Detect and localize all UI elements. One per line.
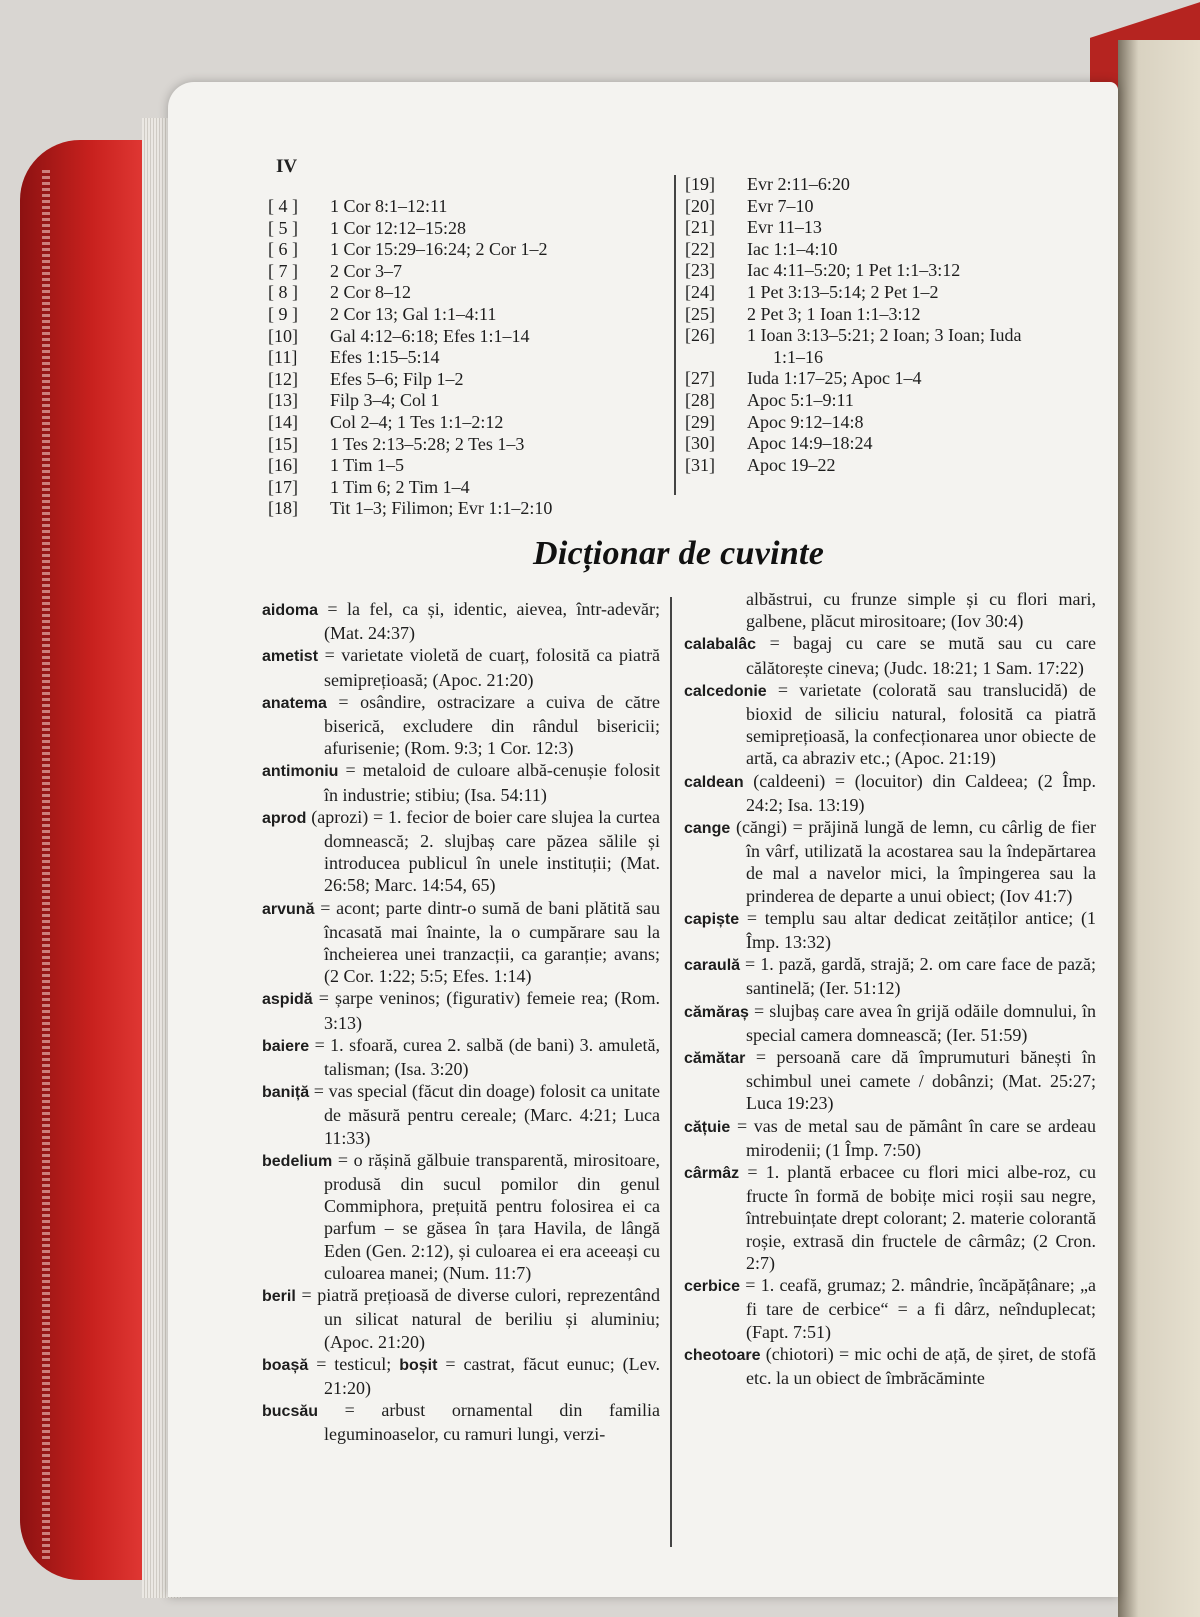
reading-row	[685, 304, 1021, 326]
reading-text: Evr 2:11–6:20	[747, 174, 850, 194]
reading-continuation: 1:1–16	[773, 346, 824, 367]
headword: calcedonie	[684, 682, 767, 700]
reading-index: [23]	[685, 260, 715, 281]
reading-text: Efes 5–6; Filp 1–2	[330, 368, 464, 389]
headword: calabalâc	[684, 636, 757, 654]
dictionary-entry	[262, 691, 660, 760]
reading-plan-left	[268, 196, 552, 520]
reading-index: [25]	[685, 303, 715, 324]
dictionary-entry	[684, 1161, 1096, 1274]
definition: = vas de metal sau de pământ în care se ardeau mirodenii; (1 Împ. 7:50)	[730, 1115, 1096, 1160]
reading-index: [22]	[685, 238, 715, 259]
headword: anatema	[262, 694, 327, 712]
reading-index: [ 8 ]	[268, 282, 298, 303]
reading-row	[685, 260, 1021, 282]
reading-row	[268, 455, 552, 477]
reading-row	[268, 261, 552, 283]
headword: aprod	[262, 809, 307, 827]
reading-index: [27]	[685, 368, 715, 389]
definition: = templu sau altar dedicat zeităților antice; (1 Împ. 13:32)	[739, 907, 1096, 953]
reading-row	[268, 390, 552, 412]
reading-text: Iac 4:11–5:20; 1 Pet 1:1–3:12	[747, 260, 961, 281]
reading-text: Gal 4:12–6:18; Efes 1:1–14	[330, 325, 530, 346]
reading-row	[268, 347, 552, 369]
column-divider-top	[674, 175, 676, 495]
definition: (aprozi) = 1. fecior de boier care slujea la curtea domnească; 2. slujbaș care păzea sălile și introducea publicul în unele instituții; (Mat. 26:58; Marc. 14:54, 65)	[306, 806, 660, 896]
reading-row	[268, 369, 552, 391]
definition: = varietate (colorată sau translucidă) de bioxid de siliciu natural, folosită ca piatră semiprețioasă, la confecționarea unor obiecte de artă, ca abraziv etc.; (Apoc. 21:19)	[746, 679, 1096, 769]
definition: = castrat, făcut eunuc; (Lev. 21:20)	[324, 1353, 660, 1398]
reading-index: [21]	[685, 217, 715, 238]
page-number: IV	[276, 156, 298, 177]
reading-text: 1 Cor 15:29–16:24; 2 Cor 1–2	[330, 239, 548, 260]
reading-row	[268, 326, 552, 348]
dictionary-entry	[262, 1034, 660, 1080]
definition: = la fel, ca și, identic, aievea, într-adevăr; (Mat. 24:37)	[318, 599, 660, 644]
reading-index: [31]	[685, 454, 715, 475]
headword: beril	[262, 1288, 296, 1306]
reading-row	[685, 433, 1021, 455]
definition: = osândire, ostracizare a cuiva de către biserică, excludere din rândul bisericii; afurisenie; (Rom. 9:3; 1 Cor. 12:3)	[324, 691, 660, 759]
definition: = arbust ornamental din familia leguminoaselor, cu ramuri lungi, verzi-	[318, 1400, 660, 1445]
reading-text: Tit 1–3; Filimon; Evr 1:1–2:10	[330, 498, 553, 519]
reading-index: [20]	[685, 195, 715, 216]
reading-index: [18]	[268, 498, 298, 519]
reading-index: [15]	[268, 433, 298, 454]
dictionary-entry	[262, 806, 660, 897]
headword: cerbice	[684, 1278, 741, 1296]
dictionary-column-right	[684, 588, 1096, 1389]
reading-text: Iac 1:1–4:10	[747, 238, 838, 259]
zipper-track	[42, 170, 50, 1560]
dictionary-entry	[684, 1115, 1096, 1161]
dictionary-entry	[684, 1343, 1096, 1389]
dictionary-entry	[262, 1353, 660, 1399]
definition: (căngi) = prăjină lungă de lemn, cu cârlig de fier în vârf, utilizată la acostarea sau la îndepărtarea de mal a navelor mici, la împingerea sau la prinderea de departe a unui obiect; (Iov 41:7)	[730, 817, 1096, 906]
reading-text: Apoc 5:1–9:11	[747, 389, 854, 410]
reading-text: 1 Tim 1–5	[330, 455, 405, 476]
reading-text: 2 Pet 3; 1 Ioan 1:1–3:12	[747, 303, 921, 324]
dictionary-entry	[262, 1149, 660, 1284]
reading-text: 1 Pet 3:13–5:14; 2 Pet 1–2	[747, 281, 939, 302]
reading-index: [17]	[268, 476, 298, 497]
reading-row	[685, 196, 1021, 218]
definition: = slujbaș care avea în grijă odăile domnului, în special camera domnească; (Ier. 51:59)	[746, 1000, 1096, 1045]
headword: boșit	[399, 1356, 438, 1374]
dictionary-entry	[262, 897, 660, 988]
reading-row	[685, 412, 1021, 434]
reading-text: Apoc 9:12–14:8	[747, 411, 864, 432]
definition: = vas special (făcut din doage) folosit ca unitate de măsură pentru cereale; (Marc. 4:21; Luca 11:33)	[309, 1081, 660, 1148]
reading-row	[268, 477, 552, 499]
reading-row	[685, 174, 1021, 196]
reading-row	[685, 455, 1021, 477]
dictionary-entry	[262, 644, 660, 690]
reading-text: 2 Cor 13; Gal 1:1–4:11	[330, 303, 497, 324]
definition: = piatră prețioasă de diverse culori, reprezentând un silicat natural de beriliu și aluminiu; (Apoc. 21:20)	[295, 1285, 660, 1352]
definition: = 1. sfoară, curea 2. salbă (de bani) 3. amuletă, talisman; (Isa. 3:20)	[309, 1034, 660, 1080]
definition: = testicul;	[308, 1353, 400, 1374]
reading-text: Evr 11–13	[747, 217, 822, 238]
reading-row	[685, 217, 1021, 239]
dictionary-entry	[262, 987, 660, 1033]
reading-row	[268, 304, 552, 326]
reading-text: Apoc 14:9–18:24	[747, 433, 873, 454]
reading-index: [14]	[268, 411, 298, 432]
reading-row	[685, 368, 1021, 390]
dictionary-entry	[684, 1046, 1096, 1115]
reading-row	[268, 498, 552, 520]
reading-index: [12]	[268, 368, 298, 389]
reading-row	[685, 239, 1021, 261]
reading-text: Evr 7–10	[747, 195, 814, 216]
definition: = 1. ceafă, grumaz; 2. mândrie, încăpățânare; „a fi tare de cerbice“ = a fi dârz, neînduplecat; (Fapt. 7:51)	[740, 1275, 1096, 1342]
definition: (caldeeni) = (locuitor) din Caldeea; (2 Împ. 24:2; Isa. 13:19)	[743, 770, 1096, 815]
headword: cămătar	[684, 1050, 746, 1068]
dictionary-entry	[262, 1080, 660, 1149]
headword: bucsău	[262, 1403, 319, 1421]
reading-index: [ 4 ]	[268, 196, 298, 216]
headword: boașă	[262, 1356, 309, 1374]
headword: cățuie	[684, 1118, 731, 1136]
reading-plan-right	[685, 174, 1021, 476]
dictionary-entry	[262, 1284, 660, 1353]
reading-text: 1 Cor 8:1–12:11	[330, 196, 448, 216]
headword: ametist	[262, 648, 319, 666]
dictionary-title: Dicționar de cuvinte	[533, 535, 825, 572]
definition: = 1. plantă erbacee cu flori mici albe-roz, cu fructe în formă de bobițe mici roșii sau negre, întrebuințate drept colorant; 2. materie colorantă roșie, extrasă din fructele de cârmâz; (2 Cron. 2:7)	[739, 1162, 1096, 1273]
definition: = metaloid de culoare albă-cenușie folosit în industrie; stibiu; (Isa. 54:11)	[324, 760, 660, 805]
headword: caraulă	[684, 957, 741, 975]
headword: capiște	[684, 910, 740, 928]
reading-text: Col 2–4; 1 Tes 1:1–2:12	[330, 411, 504, 432]
reading-row	[268, 196, 552, 218]
column-divider-bottom	[670, 597, 672, 1547]
headword: arvună	[262, 900, 315, 918]
reading-index: [16]	[268, 455, 298, 476]
reading-index: [11]	[268, 347, 298, 368]
reading-row	[268, 434, 552, 456]
reading-row	[268, 218, 552, 240]
reading-index: [13]	[268, 390, 298, 411]
dictionary-entry	[262, 759, 660, 805]
reading-index: [ 9 ]	[268, 303, 298, 324]
reading-index: [30]	[685, 433, 715, 454]
dictionary-entry	[684, 1274, 1096, 1343]
reading-text: Apoc 19–22	[747, 454, 836, 475]
reading-row	[685, 325, 1021, 347]
headword: cămăraș	[684, 1003, 749, 1021]
reading-index: [26]	[685, 325, 715, 346]
headword: aspidă	[262, 991, 313, 1009]
dictionary-continuation: albăstrui, cu frunze simple și cu flori mari, galbene, plăcut mirositoare; (Iov 30:4)	[746, 589, 1096, 632]
headword: cârmâz	[684, 1165, 740, 1183]
reading-text: 2 Cor 3–7	[330, 260, 402, 281]
headword: bedelium	[262, 1152, 333, 1170]
headword: caldean	[684, 773, 744, 791]
definition: (chiotori) = mic ochi de ață, de șiret, de stofă etc. la un obiect de îmbrăcăminte	[746, 1343, 1096, 1388]
definition: = varietate violetă de cuarț, folosită ca piatră semiprețioasă; (Apoc. 21:20)	[318, 645, 660, 690]
opposite-page-edge	[1118, 40, 1200, 1617]
definition: = bagaj cu care se mută sau cu care călătorește cineva; (Judc. 18:21; 1 Sam. 17:22)	[746, 633, 1096, 678]
headword: cheotoare	[684, 1346, 761, 1364]
definition: = șarpe veninos; (figurativ) femeie rea; (Rom. 3:13)	[312, 988, 660, 1033]
headword: aidoma	[262, 602, 319, 619]
reading-text: Iuda 1:17–25; Apoc 1–4	[747, 368, 922, 389]
reading-index: [24]	[685, 281, 715, 302]
reading-row	[268, 282, 552, 304]
zipper-cover-spine	[20, 140, 150, 1580]
reading-row	[685, 282, 1021, 304]
headword: baniță	[262, 1084, 310, 1102]
reading-index: [ 7 ]	[268, 260, 298, 281]
dictionary-entry	[262, 1399, 660, 1445]
reading-row	[685, 390, 1021, 412]
dictionary-entry	[262, 598, 660, 644]
dictionary-entry	[684, 1000, 1096, 1046]
dictionary-entry	[684, 679, 1096, 770]
dictionary-entry	[684, 816, 1096, 907]
definition: = o rășină gălbuie transparentă, mirositoare, produsă din sucul pomilor din genul Commiphora, prețuită pentru folosirea ei ca parfum – se găsea în țara Havila, de lângă Eden (Gen. 2:12), și culoarea ei era aceeași cu culoarea manei; (Num. 11:7)	[324, 1149, 660, 1283]
definition: = acont; parte dintr-o sumă de bani plătită sau încasată mai înainte, la o cumpărare sau la încheierea unei tranzacții, ca garanție; avans; (2 Cor. 1:22; 5:5; Efes. 1:14)	[314, 897, 660, 987]
headword: baiere	[262, 1037, 310, 1055]
reading-text: 1 Cor 12:12–15:28	[330, 217, 467, 238]
reading-row	[268, 412, 552, 434]
reading-row	[268, 239, 552, 261]
reading-index: [28]	[685, 389, 715, 410]
reading-text: Efes 1:15–5:14	[330, 347, 440, 368]
dictionary-entry	[684, 907, 1096, 953]
dictionary-entry	[684, 770, 1096, 816]
definition: = persoană care dă împrumuturi bănești în schimbul unei camete / dobânzi; (Mat. 25:27; Luca 19:23)	[745, 1047, 1096, 1114]
dictionary-entry	[684, 632, 1096, 678]
reading-text: 1 Tim 6; 2 Tim 1–4	[330, 476, 470, 497]
reading-text: 2 Cor 8–12	[330, 282, 411, 303]
reading-text: Filp 3–4; Col 1	[330, 390, 440, 411]
definition: = 1. pază, gardă, strajă; 2. om care face de pază; santinelă; (Ier. 51:12)	[740, 954, 1096, 999]
headword: antimoniu	[262, 763, 339, 781]
dictionary-entry	[684, 953, 1096, 999]
reading-index: [29]	[685, 411, 715, 432]
reading-text: 1 Ioan 3:13–5:21; 2 Ioan; 3 Ioan; Iuda	[747, 325, 1022, 346]
dictionary-column-left	[262, 598, 660, 1446]
reading-index: [10]	[268, 325, 298, 346]
reading-index: [ 6 ]	[268, 239, 298, 260]
reading-text: 1 Tes 2:13–5:28; 2 Tes 1–3	[330, 433, 525, 454]
headword: cange	[684, 820, 731, 838]
reading-index: [19]	[685, 174, 715, 194]
reading-index: [ 5 ]	[268, 217, 298, 238]
